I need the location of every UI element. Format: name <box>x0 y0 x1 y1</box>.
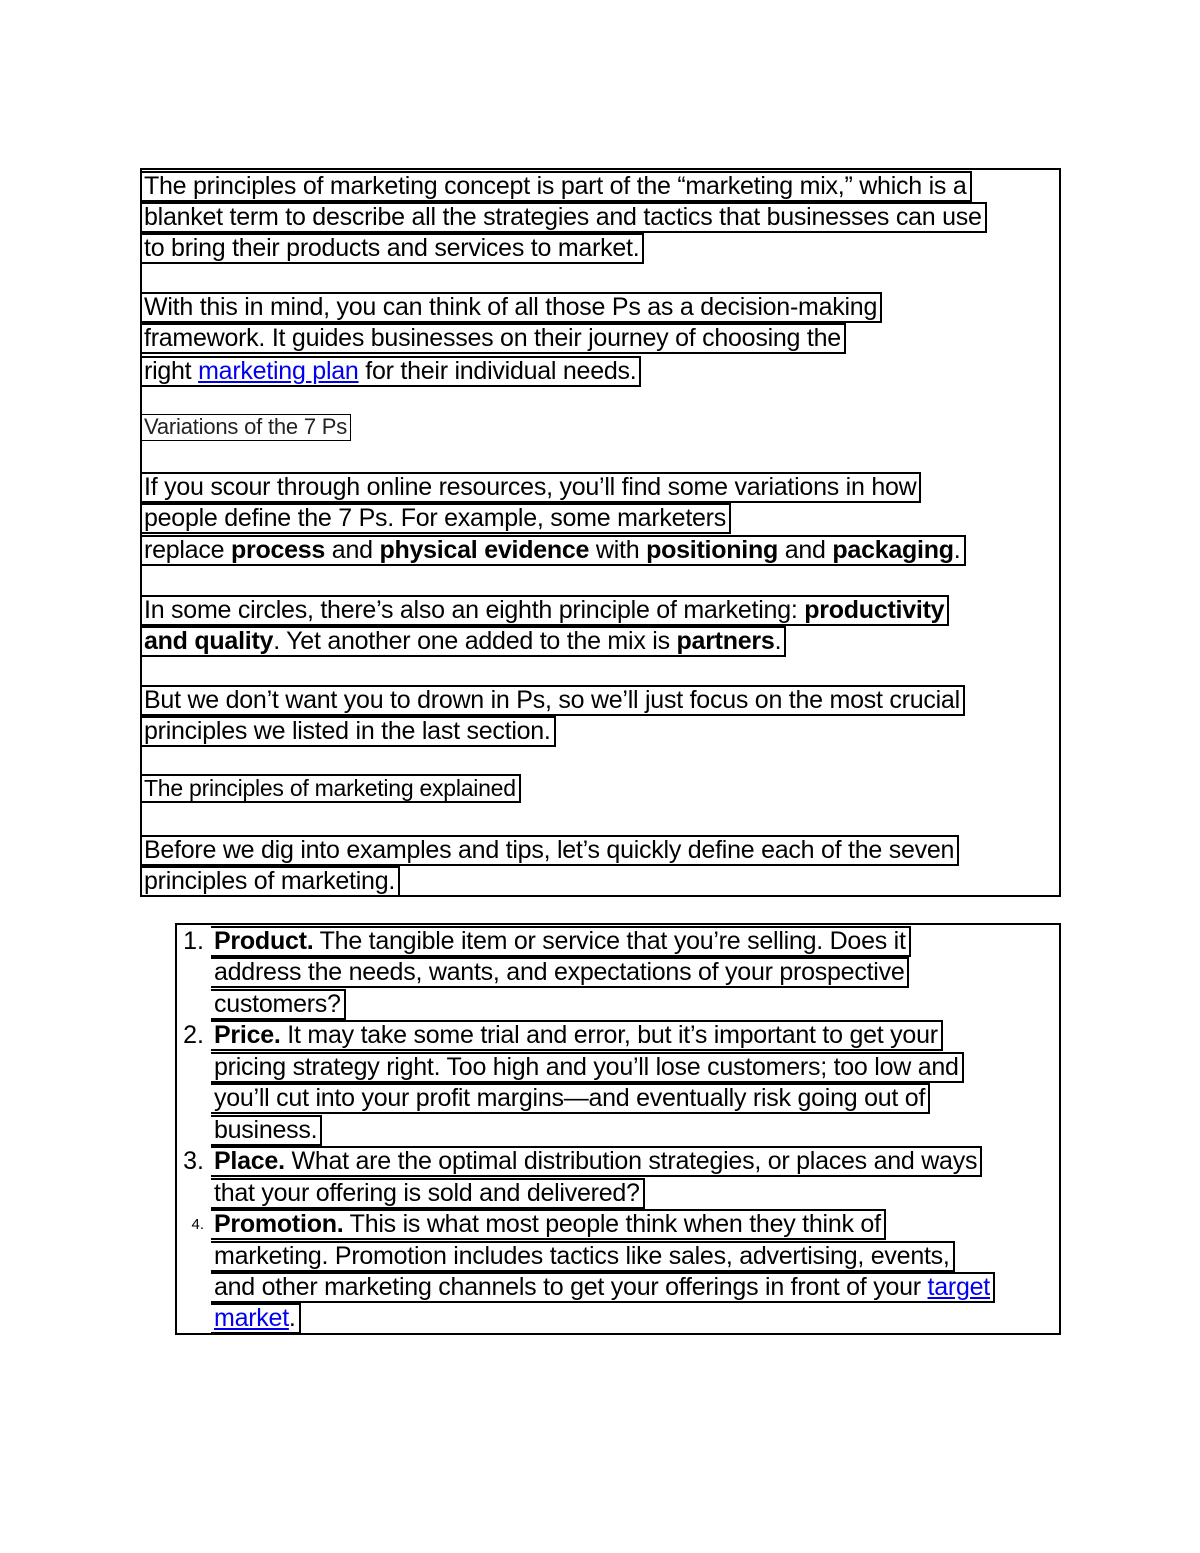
eighth-line-2 <box>141 626 786 657</box>
term-positioning: positioning <box>646 536 779 564</box>
text: marketing. Promotion includes tactics like sales, advertising, events, <box>214 1242 950 1270</box>
term-partners: partners <box>676 627 775 655</box>
marketing-plan-link[interactable]: marketing plan <box>198 357 359 385</box>
list-item-2-line-2 <box>211 1052 964 1083</box>
list-number-4: 4. <box>191 1216 204 1233</box>
list-item-4-line-4 <box>211 1303 301 1334</box>
item-title-place: Place. <box>214 1147 285 1175</box>
list-item-4-line-2 <box>211 1241 955 1272</box>
text: that your offering is sold and delivered? <box>214 1179 640 1207</box>
term-productivity: productivity <box>804 596 945 624</box>
intro-line-3 <box>141 233 644 264</box>
item-title-price: Price. <box>214 1021 281 1049</box>
before-line-2 <box>141 866 400 897</box>
list-item-1-line-2 <box>211 957 909 988</box>
text: blanket term to describe all the strategies and tactics that businesses can use <box>144 203 982 231</box>
variations-heading <box>141 414 351 441</box>
drown-line-1 <box>141 685 965 716</box>
text: to bring their products and services to market. <box>144 234 640 262</box>
before-line-1 <box>141 835 959 866</box>
framework-line-1 <box>141 292 882 323</box>
text: Variations of the 7 Ps <box>144 414 348 439</box>
text: But we don’t want you to drown in Ps, so we’ll just focus on the most crucial <box>144 686 960 714</box>
text: for their individual needs. <box>358 357 637 385</box>
text: address the needs, wants, and expectations of your prospective <box>214 958 905 986</box>
list-item-3-line-2 <box>211 1178 645 1209</box>
text: What are the optimal distribution strategies, or places and ways <box>284 1147 978 1175</box>
list-item-4-line-3 <box>211 1272 995 1303</box>
text: customers? <box>214 990 341 1018</box>
text: right <box>144 357 199 385</box>
list-number-3: 3. <box>183 1147 204 1175</box>
text: and other marketing channels to get your offerings in front of your <box>214 1273 928 1301</box>
text: principles we listed in the last section. <box>144 717 551 745</box>
text: Before we dig into examples and tips, let’s quickly define each of the seven <box>144 836 955 864</box>
list-item-2-line-4 <box>211 1115 322 1146</box>
variations-line-3 <box>141 535 966 566</box>
framework-line-2 <box>141 323 846 354</box>
term-and-quality: and quality <box>144 627 274 655</box>
variations-line-1 <box>141 472 921 503</box>
variations-line-2 <box>141 503 731 534</box>
text: The principles of marketing concept is part of the “marketing mix,” which is a <box>144 172 967 200</box>
list-number-2: 2. <box>183 1021 204 1049</box>
target-market-link[interactable]: target <box>927 1273 990 1301</box>
term-process: process <box>230 536 326 564</box>
text: The principles of marketing explained <box>144 775 516 801</box>
text: with <box>589 536 647 564</box>
text: people define the 7 Ps. For example, some marketers <box>144 504 726 532</box>
intro-line-2 <box>141 202 987 233</box>
text: framework. It guides businesses on their journey of choosing the <box>144 324 841 352</box>
list-item-1-line-3 <box>211 989 346 1020</box>
text: . <box>953 536 961 564</box>
text: The tangible item or service that you’re selling. Does it <box>313 927 906 955</box>
text: business. <box>214 1116 318 1144</box>
list-item-1-line-1 <box>211 926 911 957</box>
text: and <box>778 536 833 564</box>
text: It may take some trial and error, but it’s important to get your <box>280 1021 938 1049</box>
text: you’ll cut into your profit margins—and eventually risk going out of <box>214 1084 926 1112</box>
term-physical-evidence: physical evidence <box>379 536 590 564</box>
list-number-1: 1. <box>183 927 204 955</box>
list-item-4-line-1 <box>211 1209 886 1240</box>
intro-line-1 <box>141 171 972 202</box>
text: This is what most people think when they think of <box>343 1210 881 1238</box>
text: In some circles, there’s also an eighth principle of marketing: <box>144 596 805 624</box>
text: With this in mind, you can think of all those Ps as a decision-making <box>144 293 878 321</box>
text: . <box>288 1304 296 1332</box>
term-packaging: packaging <box>832 536 954 564</box>
item-title-product: Product. <box>214 927 314 955</box>
framework-line-3 <box>141 356 641 387</box>
text: replace <box>144 536 231 564</box>
drown-line-2 <box>141 716 556 747</box>
text: . <box>774 627 782 655</box>
list-item-3-line-1 <box>211 1146 982 1177</box>
list-item-2-line-3 <box>211 1083 930 1114</box>
text: principles of marketing. <box>144 867 396 895</box>
text: pricing strategy right. Too high and you’ll lose customers; too low and <box>214 1053 959 1081</box>
text: . Yet another one added to the mix is <box>273 627 677 655</box>
text: If you scour through online resources, you’ll find some variations in how <box>144 473 917 501</box>
list-item-2-line-1 <box>211 1020 943 1051</box>
eighth-line-1 <box>141 595 949 626</box>
target-market-link-continued[interactable]: market <box>214 1304 289 1332</box>
item-title-promotion: Promotion. <box>214 1210 344 1238</box>
explained-heading <box>141 774 521 803</box>
text: and <box>325 536 380 564</box>
